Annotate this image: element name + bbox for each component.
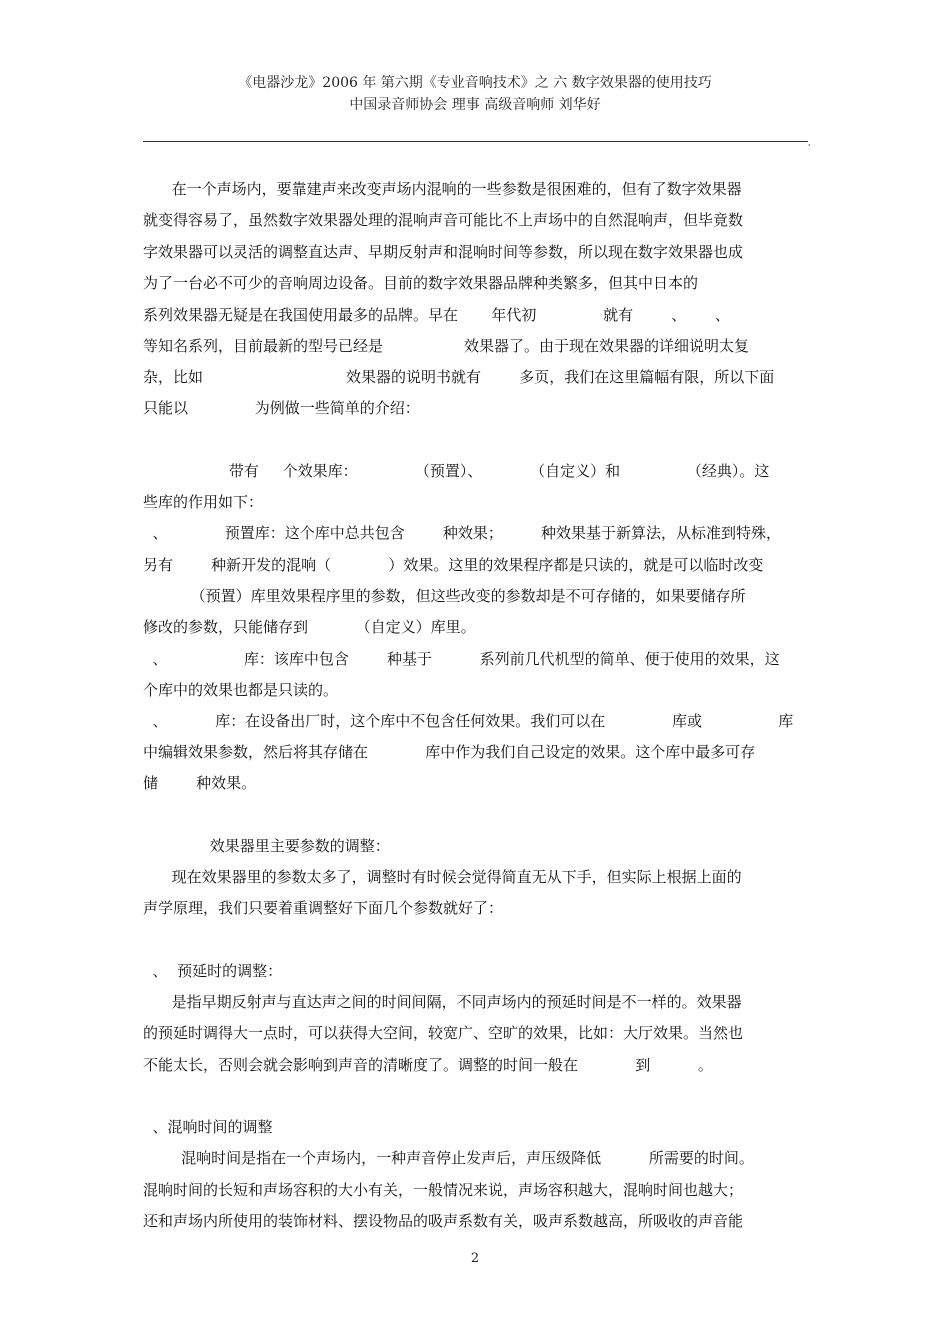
header-rule-tick: , [808,138,811,147]
body-line: 等知名系列，目前最新的型号已经是 效果器了。由于现在效果器的详细说明太复 [143,337,750,355]
body-line: 系列效果器无疑是在我国使用最多的品牌。早在 年代初 就有 、 、 [143,306,730,324]
body-line: 、 库：该库中包含 种基于 系列前几代机型的简单、便于使用的效果，这 [143,650,780,668]
body-line: 字效果器可以灵活的调整直达声、早期反射声和混响时间等参数，所以现在数字效果器也成 [143,243,744,261]
body-line: 杂，比如 效果器的说明书就有 多页，我们在这里篇幅有限，所以下面 [143,368,775,386]
header-rule [143,141,808,142]
body-line: 不能太长，否则会就会影响到声音的清晰度了。调整的时间一般在 到 。 [143,1056,713,1074]
body-line: 、混响时间的调整 [143,1118,273,1136]
body-line: 还和声场内所使用的装饰材料、摆设物品的吸声系数有关，吸声系数越高，所吸收的声音能 [143,1212,744,1230]
body-line: 个库中的效果也都是只读的。 [143,681,339,699]
body-line: 些库的作用如下： [143,493,264,511]
body-line: 声学原理，我们只要着重调整好下面几个参数就好了： [143,899,504,917]
body-line: 效果器里主要参数的调整： [143,837,390,855]
body-line: 混响时间是指在一个声场内，一种声音停止发声后，声压级降低 所需要的时间。 [143,1149,754,1167]
body-line: 、 库：在设备出厂时，这个库中不包含任何效果。我们可以在 库或 库 [143,712,794,730]
body-line: 修改的参数，只能储存到 （自定义）库里。 [143,618,476,636]
body-line: 是指早期反射声与直达声之间的时间间隔，不同声场内的预延时间是不一样的。效果器 [143,993,742,1011]
body-line: 中编辑效果参数，然后将其存储在 库中作为我们自己设定的效果。这个库中最多可存 [143,743,756,761]
body-line: 为了一台必不可少的音响周边设备。目前的数字效果器品牌种类繁多，但其中日本的 [143,274,699,292]
running-header-author: 中国录音师协会 理事 高级音响师 刘华好 [349,97,601,113]
running-header-title: 《电器沙龙》2006 年 第六期《专业音响技术》之 六 数字效果器的使用技巧 [238,75,712,91]
body-line: （预置）库里效果程序里的参数，但这些改变的参数却是不可存储的，如果要储存所 [143,587,746,605]
body-line: 就变得容易了，虽然数字效果器处理的混响声音可能比不上声场中的自然混响声，但毕竟数 [143,211,744,229]
body-line: 混响时间的长短和声场容积的大小有关，一般情况来说，声场容积越大，混响时间也越大； [143,1181,744,1199]
body-line: 、 预延时的调整： [143,962,283,980]
body-line: 现在效果器里的参数太多了，调整时有时候会觉得简直无从下手，但实际上根据上面的 [143,868,742,886]
body-line: 的预延时调得大一点时，可以获得大空间，较宽广、空旷的效果，比如：大厅效果。当然也 [143,1024,744,1042]
page-number: 2 [470,1251,480,1266]
body-line: 只能以 为例做一些简单的介绍： [143,399,420,417]
body-line: 带有 个效果库： （预置）、 （自定义）和 （经典）。这 [143,462,770,480]
body-line: 另有 种新开发的混响（ ）效果。这里的效果程序都是只读的，就是可以临时改变 [143,556,764,574]
body-line: 在一个声场内，要靠建声来改变声场内混响的一些参数是很困难的，但有了数字效果器 [143,180,742,198]
body-line: 、 预置库：这个库中总共包含 种效果； 种效果基于新算法，从标准到特殊， [143,524,782,542]
body-line: 储 种效果。 [143,774,257,792]
